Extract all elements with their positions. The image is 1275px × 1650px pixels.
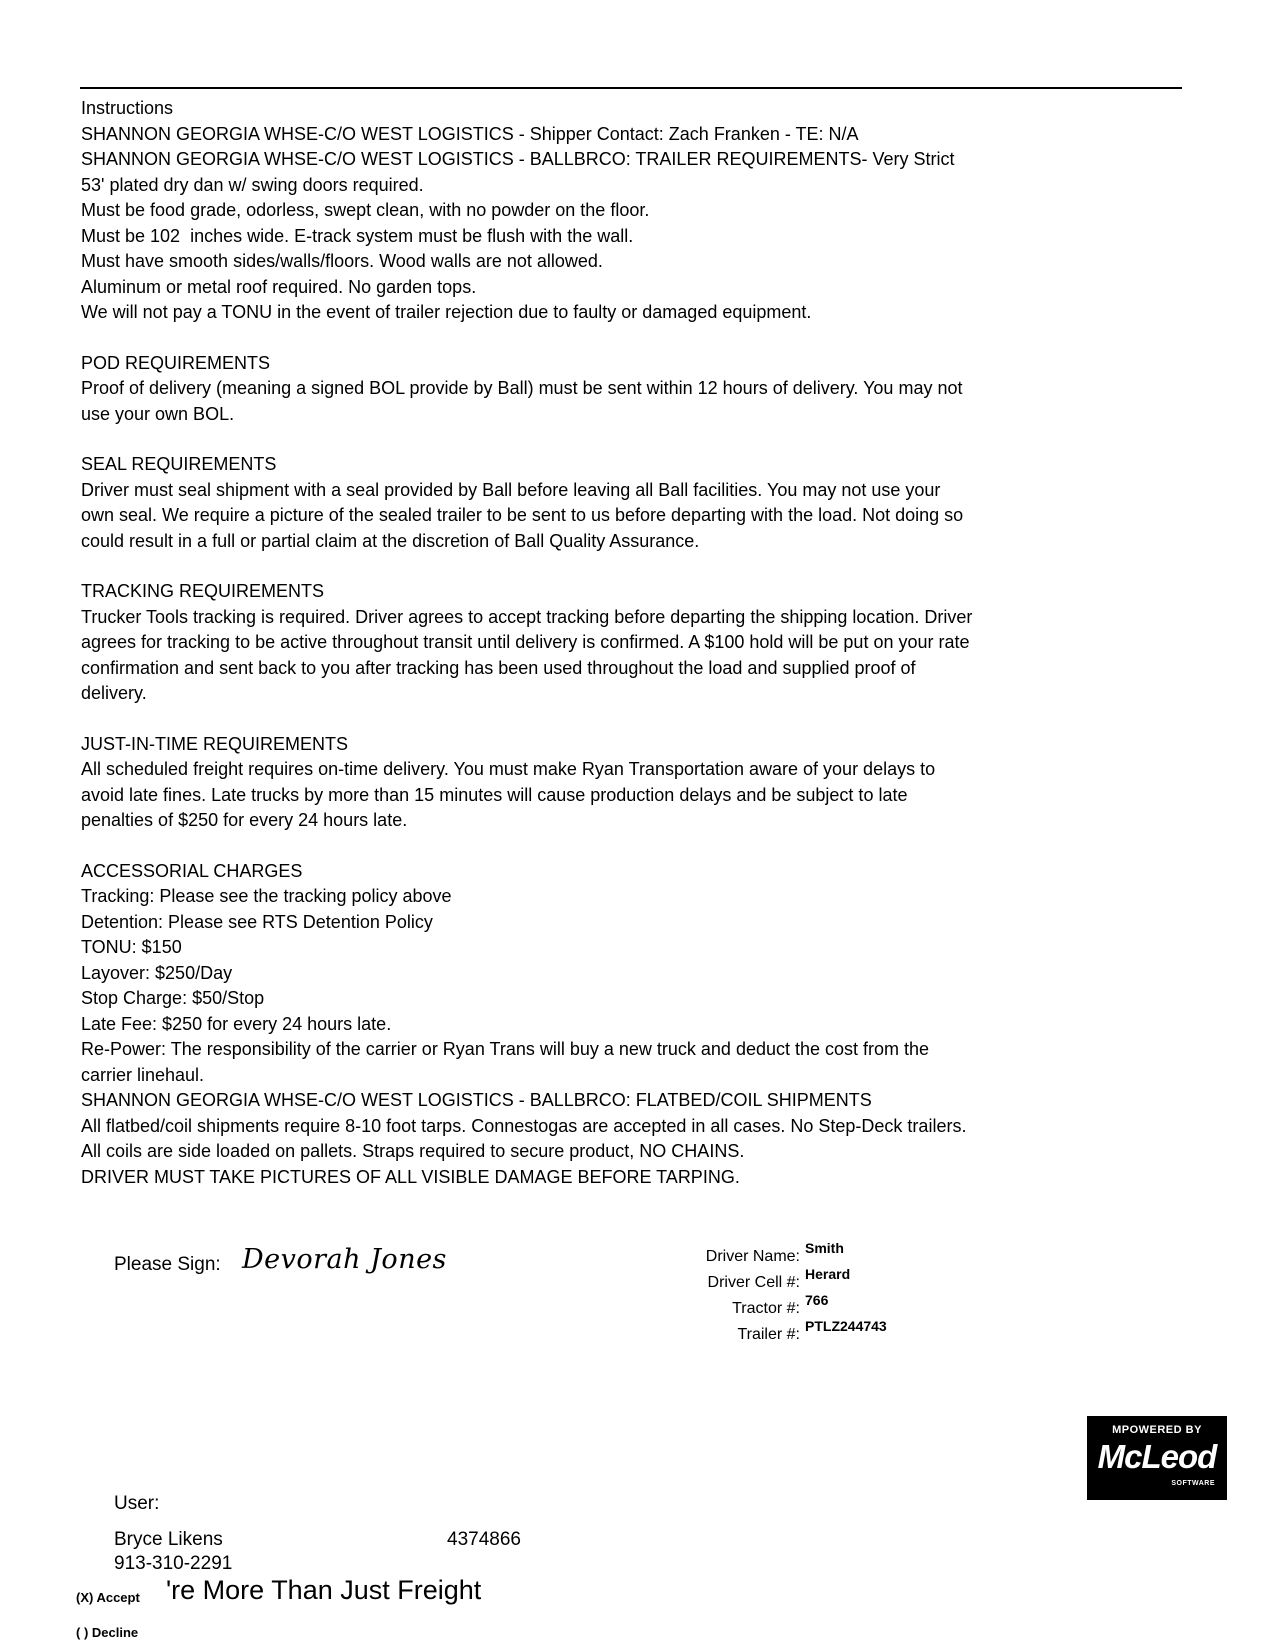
text-line: All scheduled freight requires on-time delivery. You must make Ryan Transportation aware of your delays to xyxy=(81,759,936,779)
driver-cell-value: Herard xyxy=(805,1266,851,1282)
text-line: use your own BOL. xyxy=(81,403,235,424)
just-in-time-block xyxy=(81,732,1201,834)
text-line: delivery. xyxy=(81,683,147,703)
pod-requirements-block xyxy=(81,351,1201,428)
section-heading: JUST-IN-TIME REQUIREMENTS xyxy=(81,733,349,754)
text-line: could result in a full or partial claim at the discretion of Ball Quality Assurance. xyxy=(81,530,700,551)
text-line: Driver must seal shipment with a seal provided by Ball before leaving all Ball facilities. You may not use your xyxy=(81,479,941,500)
text-line: own seal. We require a picture of the sealed trailer to be sent to us before departing with the load. Not doing so xyxy=(81,505,964,525)
trailer-label: Trailer #: xyxy=(737,1326,800,1343)
text-line: carrier linehaul. xyxy=(81,1064,205,1085)
tractor-value: 766 xyxy=(805,1292,829,1308)
driver-name-value: Smith xyxy=(805,1240,844,1256)
user-phone: 913-310-2291 xyxy=(114,1553,233,1574)
trailer-value: PTLZ244743 xyxy=(805,1318,887,1334)
driver-name-row xyxy=(600,1240,1000,1274)
text-line: 53' plated dry dan w/ swing doors required. xyxy=(81,174,424,195)
text-line: Must be food grade, odorless, swept clean, with no powder on the floor. xyxy=(81,200,650,220)
text-line: Tracking: Please see the tracking policy above xyxy=(81,886,452,906)
driver-cell-row xyxy=(600,1266,1000,1300)
text-line: Instructions xyxy=(81,98,174,118)
text-line: All coils are side loaded on pallets. Straps required to secure product, NO CHAINS. xyxy=(81,1141,745,1161)
driver-name-label: Driver Name: xyxy=(705,1248,800,1265)
text-line: SHANNON GEORGIA WHSE-C/O WEST LOGISTICS - Shipper Contact: Zach Franken - TE: N/A xyxy=(81,123,859,144)
user-label: User: xyxy=(114,1493,160,1514)
text-line: SHANNON GEORGIA WHSE-C/O WEST LOGISTICS - BALLBRCO: TRAILER REQUIREMENTS- Very Strict xyxy=(81,149,955,169)
signature-field[interactable]: Devorah Jones xyxy=(242,1244,447,1275)
logo-powered-text: MPOWERED BY xyxy=(1112,1424,1202,1436)
text-line: Aluminum or metal roof required. No garden tops. xyxy=(81,276,477,297)
section-heading: TRACKING REQUIREMENTS xyxy=(81,581,325,601)
tracking-requirements-block xyxy=(81,579,1201,707)
user-name: Bryce Likens xyxy=(114,1529,223,1550)
section-heading: ACCESSORIAL CHARGES xyxy=(81,860,303,881)
mcleod-logo xyxy=(1087,1416,1227,1500)
text-line: DRIVER MUST TAKE PICTURES OF ALL VISIBLE DAMAGE BEFORE TARPING. xyxy=(81,1166,740,1187)
trailer-row xyxy=(600,1318,1000,1352)
text-line: Must have smooth sides/walls/floors. Wood walls are not allowed. xyxy=(81,251,603,271)
text-line: Proof of delivery (meaning a signed BOL provide by Ball) must be sent within 12 hours of delivery. You may not xyxy=(81,378,963,398)
accessorial-charges-block xyxy=(81,859,1201,1191)
accept-option[interactable]: (X) Accept xyxy=(76,1590,140,1605)
header-rule xyxy=(80,87,1182,89)
trailer-requirements-block xyxy=(81,96,1201,326)
text-line: Layover: $250/Day xyxy=(81,962,233,983)
text-line: Re-Power: The responsibility of the carrier or Ryan Trans will buy a new truck and deduct the cost from the xyxy=(81,1039,930,1059)
tractor-row xyxy=(600,1292,1000,1326)
text-line: TONU: $150 xyxy=(81,937,182,957)
section-heading: POD REQUIREMENTS xyxy=(81,352,271,373)
text-line: agrees for tracking to be active throughout transit until delivery is confirmed. A $100 hold will be put on your rate xyxy=(81,632,970,652)
text-line: SHANNON GEORGIA WHSE-C/O WEST LOGISTICS - BALLBRCO: FLATBED/COIL SHIPMENTS xyxy=(81,1090,872,1110)
tractor-label: Tractor #: xyxy=(732,1300,800,1317)
text-line: Stop Charge: $50/Stop xyxy=(81,988,265,1008)
driver-cell-label: Driver Cell #: xyxy=(707,1274,800,1291)
text-line: Detention: Please see RTS Detention Policy xyxy=(81,911,433,932)
text-line: Trucker Tools tracking is required. Driver agrees to accept tracking before departing the shipping location. Driver xyxy=(81,606,973,627)
text-line: Late Fee: $250 for every 24 hours late. xyxy=(81,1013,392,1034)
section-heading: SEAL REQUIREMENTS xyxy=(81,454,277,474)
text-line: All flatbed/coil shipments require 8-10 foot tarps. Connestogas are accepted in all cases. No Step-Deck trailers. xyxy=(81,1115,967,1136)
sign-label: Please Sign: xyxy=(114,1254,221,1275)
text-line: Must be 102 inches wide. E-track system must be flush with the wall. xyxy=(81,225,634,246)
instructions-section xyxy=(81,96,1201,1190)
text-line: We will not pay a TONU in the event of trailer rejection due to faulty or damaged equipment. xyxy=(81,302,812,322)
logo-software-text: SOFTWARE xyxy=(1171,1480,1215,1487)
decline-option[interactable]: ( ) Decline xyxy=(76,1625,139,1640)
logo-brand-text: McLeod xyxy=(1097,1438,1217,1475)
text-line: penalties of $250 for every 24 hours late. xyxy=(81,810,408,830)
text-line: avoid late fines. Late trucks by more than 15 minutes will cause production delays and be subject to late xyxy=(81,784,908,805)
tagline: 're More Than Just Freight xyxy=(166,1575,482,1605)
user-id: 4374866 xyxy=(447,1529,521,1550)
seal-requirements-block xyxy=(81,452,1201,554)
text-line: confirmation and sent back to you after tracking has been used throughout the load and supplied proof of xyxy=(81,657,916,678)
